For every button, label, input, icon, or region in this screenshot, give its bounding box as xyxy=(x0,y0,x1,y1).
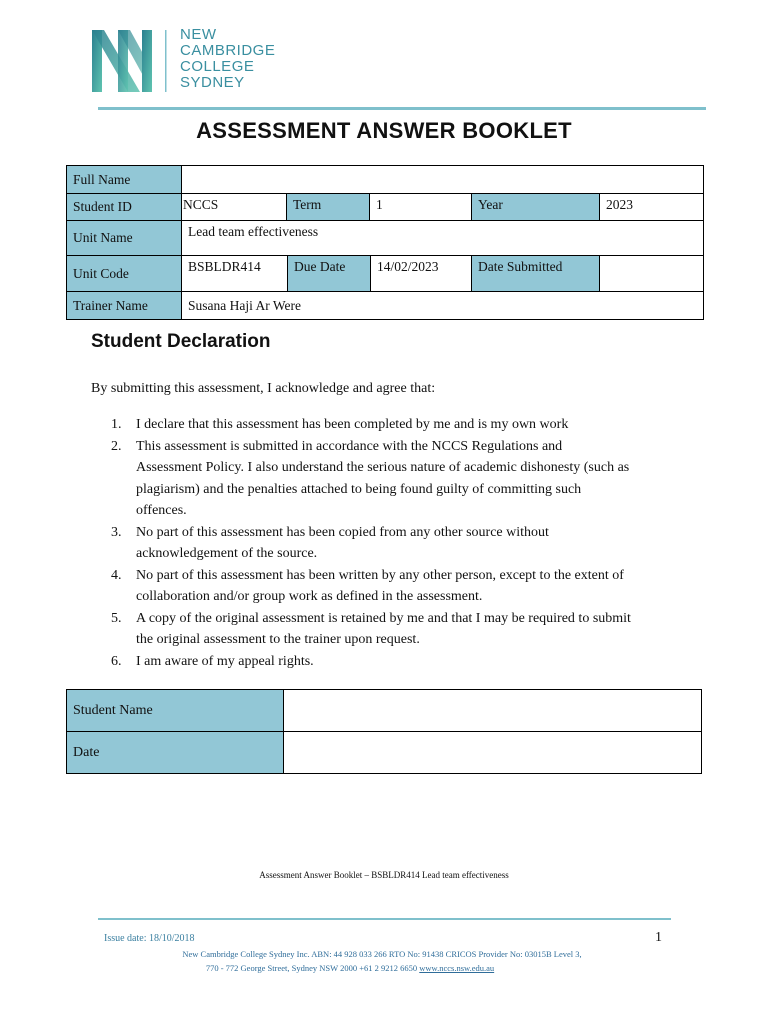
student-id-label: Student ID xyxy=(67,194,181,220)
table-row xyxy=(67,255,703,291)
trainer-name-field[interactable]: Susana Haji Ar Were xyxy=(181,292,703,319)
issue-date: Issue date: 18/10/2018 xyxy=(104,933,195,944)
unit-name-field[interactable]: Lead team effectiveness xyxy=(181,221,703,255)
full-name-label: Full Name xyxy=(67,166,181,193)
table-row xyxy=(67,220,703,255)
declaration-intro: By submitting this assessment, I acknowledge and agree that: xyxy=(91,381,436,396)
declaration-heading: Student Declaration xyxy=(91,331,271,352)
item-number: 6. xyxy=(111,653,122,669)
year-field[interactable]: 2023 xyxy=(599,194,703,220)
student-name-label: Student Name xyxy=(67,690,283,731)
date-field[interactable] xyxy=(283,732,701,773)
item-line: This assessment is submitted in accordance with the NCCS Regulations and xyxy=(136,438,563,454)
website-link[interactable]: www.nccs.nsw.edu.au xyxy=(419,963,495,973)
date-label: Date xyxy=(67,732,283,773)
unit-code-label: Unit Code xyxy=(67,256,181,291)
page-number: 1 xyxy=(655,930,662,945)
item-line: No part of this assessment has been copied from any other source without xyxy=(136,524,549,540)
unit-code-field[interactable]: BSBLDR414 xyxy=(181,256,287,291)
item-number: 1. xyxy=(111,417,122,432)
logo-line: COLLEGE xyxy=(180,58,255,75)
item-number: 2. xyxy=(111,438,122,454)
item-line: offences. xyxy=(136,503,187,518)
logo-line: NEW xyxy=(180,26,217,43)
table-row xyxy=(67,731,701,773)
header-divider xyxy=(98,107,706,110)
table-row xyxy=(67,690,701,731)
item-number: 5. xyxy=(111,610,122,626)
footer-address-text: 770 - 772 George Street, Sydney NSW 2000 +61 2 9212 6650 xyxy=(205,963,420,973)
full-name-field[interactable] xyxy=(181,166,703,193)
item-line: acknowledgement of the source. xyxy=(136,546,318,561)
signoff-table xyxy=(66,689,702,774)
item-number: 4. xyxy=(111,567,122,583)
list-item xyxy=(91,608,681,651)
list-item xyxy=(91,414,681,436)
date-submitted-field[interactable] xyxy=(599,256,703,291)
term-field[interactable]: 1 xyxy=(369,194,471,220)
page-title: ASSESSMENT ANSWER BOOKLET xyxy=(196,118,572,143)
student-details-table xyxy=(66,165,704,320)
logo-wordmark xyxy=(180,27,275,91)
item-line: plagiarism) and the penalties attached to being found guilty of committing such xyxy=(136,481,582,497)
item-line: I am aware of my appeal rights. xyxy=(136,653,314,669)
table-row xyxy=(67,193,703,220)
item-number: 3. xyxy=(111,524,122,540)
item-line: No part of this assessment has been written by any other person, except to the extent of xyxy=(136,567,624,583)
declaration-list xyxy=(91,414,681,672)
year-label: Year xyxy=(471,194,599,220)
item-line: I declare that this assessment has been completed by me and is my own work xyxy=(136,417,569,432)
term-label: Term xyxy=(286,194,369,220)
item-line: Assessment Policy. I also understand the serious nature of academic dishonesty (such as xyxy=(136,460,630,475)
item-line: A copy of the original assessment is retained by me and that I may be required to submit xyxy=(136,610,631,626)
unit-name-label: Unit Name xyxy=(67,221,181,255)
date-submitted-label: Date Submitted xyxy=(471,256,599,291)
student-name-field[interactable] xyxy=(283,690,701,731)
table-row xyxy=(67,166,703,193)
list-item xyxy=(91,651,681,673)
logo-line: SYDNEY xyxy=(180,74,245,91)
item-line: the original assessment to the trainer upon request. xyxy=(136,632,420,647)
trainer-name-label: Trainer Name xyxy=(67,292,181,319)
item-line: collaboration and/or group work as defined in the assessment. xyxy=(136,589,483,604)
list-item xyxy=(91,436,681,522)
list-item xyxy=(91,565,681,608)
table-row xyxy=(67,291,703,319)
footer-divider xyxy=(98,918,671,920)
due-date-label: Due Date xyxy=(287,256,370,291)
footer-address-line1: New Cambridge College Sydney Inc. ABN: 44 928 033 266 RTO No: 91438 CRICOS Provider No: 03015B Level 3, xyxy=(182,949,582,959)
list-item xyxy=(91,522,681,565)
footer-address-line2 xyxy=(0,963,734,973)
footer-title: Assessment Answer Booklet – BSBLDR414 Lead team effectiveness xyxy=(259,870,509,880)
due-date-field[interactable]: 14/02/2023 xyxy=(370,256,471,291)
logo-line: CAMBRIDGE xyxy=(180,42,276,59)
student-id-field[interactable]: NCCS xyxy=(181,194,286,220)
